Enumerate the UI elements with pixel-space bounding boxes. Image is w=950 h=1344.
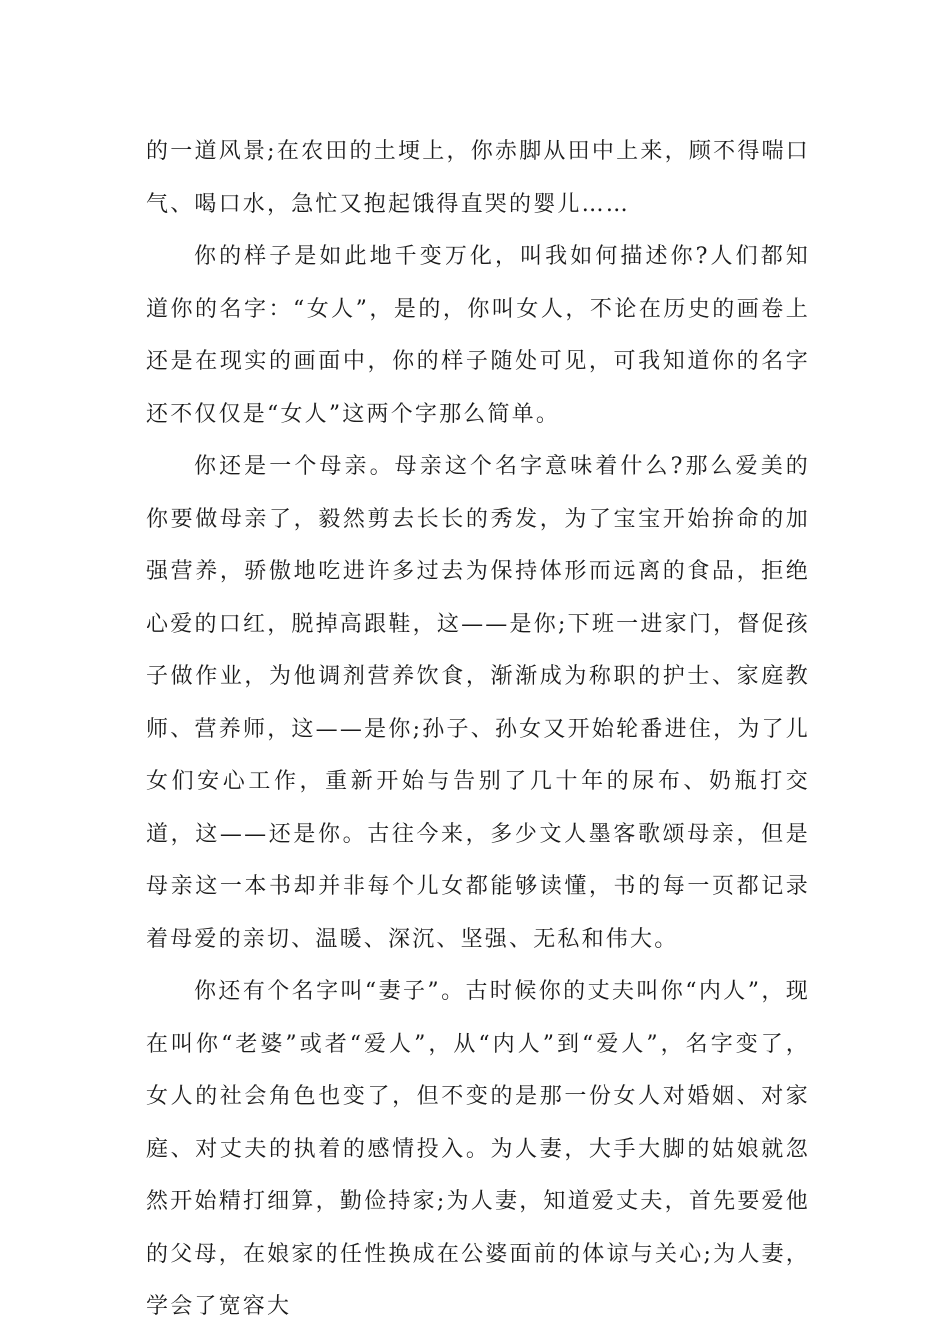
paragraph-2: 你的样子是如此地千变万化，叫我如何描述你?人们都知道你的名字：“女人”，是的，你叫女人，不论在历史的画卷上还是在现实的画面中，你的样子随处可见，可我知道你的名字还不仅仅是“女人”这两个字那么简单。: [146, 244, 810, 427]
body-text: [146, 126, 810, 1334]
paragraph-3: 你还是一个母亲。母亲这个名字意味着什么?那么爱美的你要做母亲了，毅然剪去长长的秀发，为了宝宝开始拚命的加强营养，骄傲地吃进许多过去为保持体形而远离的食品，拒绝心爱的口红，脱掉高跟鞋，这——是你;下班一进家门，督促孩子做作业，为他调剂营养饮食，渐渐成为称职的护士、家庭教师、营养师，这——是你;孙子、孙女又开始轮番进住，为了儿女们安心工作，重新开始与告别了几十年的尿布、奶瓶打交道，这——还是你。古往今来，多少文人墨客歌颂母亲，但是母亲这一本书却并非每个儿女都能够读懂，书的每一页都记录着母爱的亲切、温暖、深沉、坚强、无私和伟大。: [146, 454, 810, 952]
paragraph-1: 的一道风景;在农田的土埂上，你赤脚从田中上来，顾不得喘口气、喝口水，急忙又抱起饿得直哭的婴儿……: [146, 139, 810, 217]
paragraph-4: 你还有个名字叫“妻子”。古时候你的丈夫叫你“内人”，现在叫你“老婆”或者“爱人”，从“内人”到“爱人”，名字变了，女人的社会角色也变了，但不变的是那一份女人对婚姻、对家庭、对丈夫的执着的感情投入。为人妻，大手大脚的姑娘就忽然开始精打细算，勤俭持家;为人妻，知道爱丈夫，首先要爱他的父母，在娘家的任性换成在公婆面前的体谅与关心;为人妻，学会了宽容大: [146, 979, 810, 1319]
